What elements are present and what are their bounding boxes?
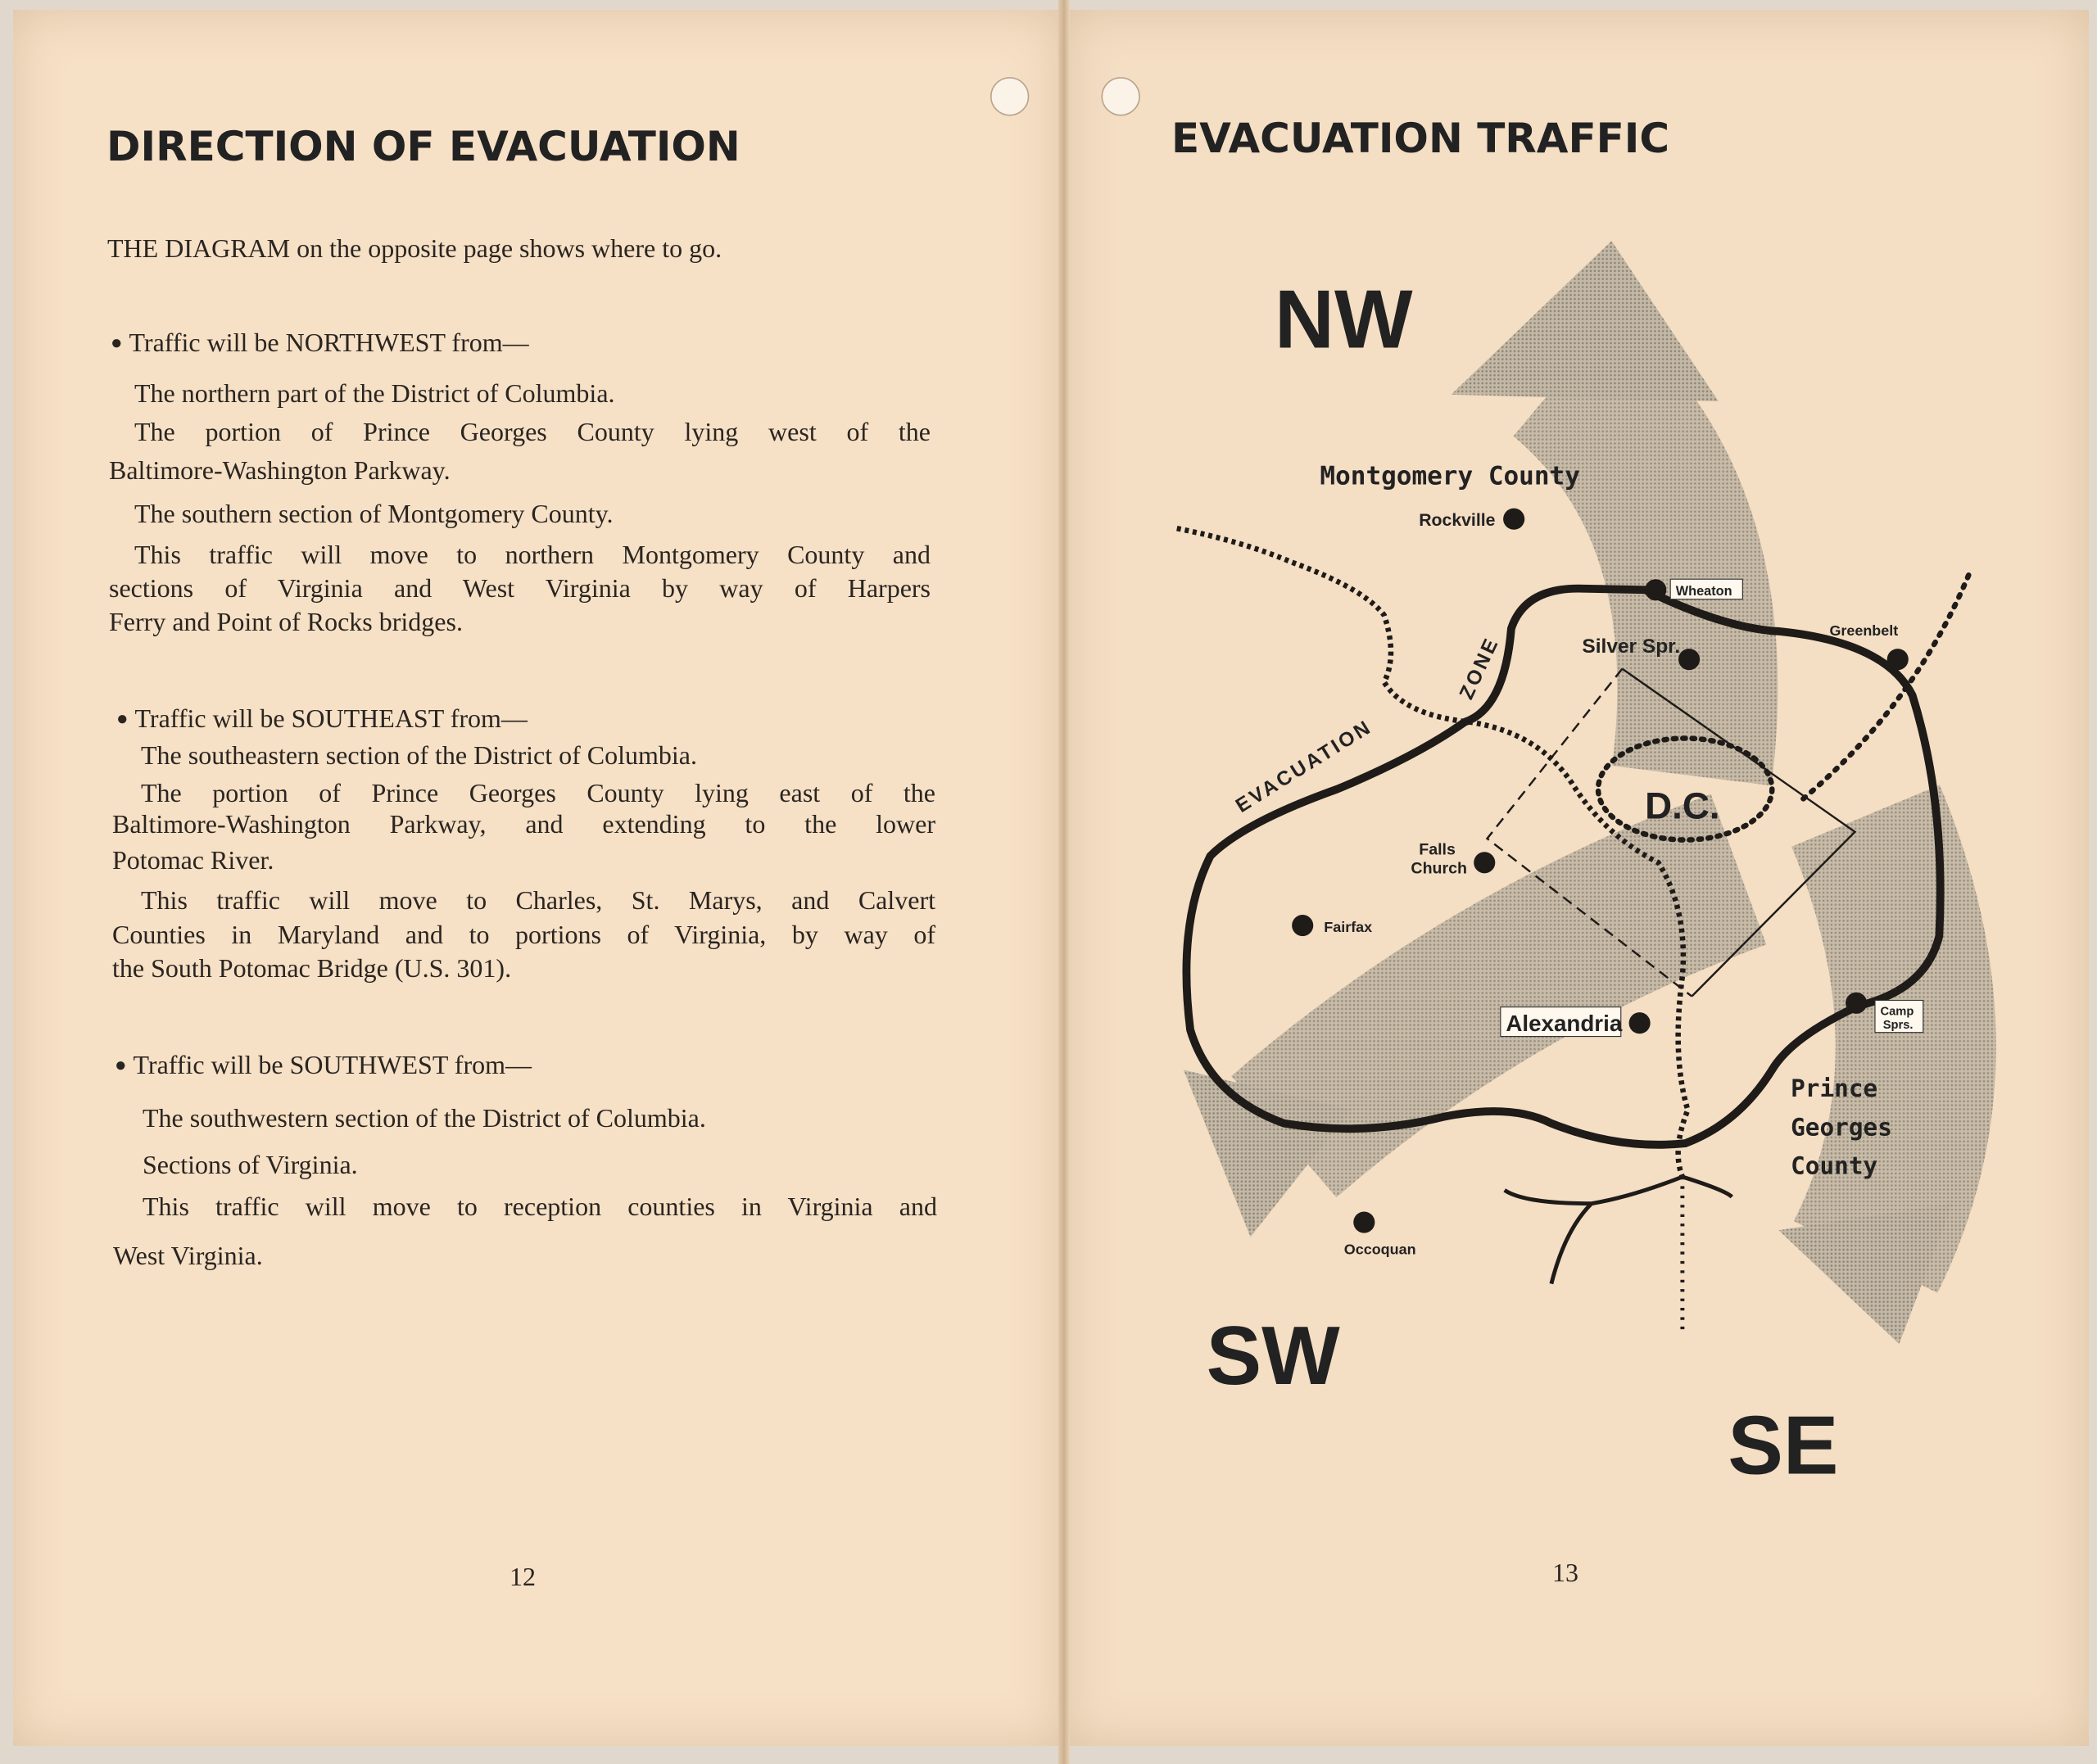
silver-spring-label: Silver Spr. xyxy=(1582,635,1681,658)
left-page-title: DIRECTION OF EVACUATION xyxy=(106,123,741,170)
greenbelt-label: Greenbelt xyxy=(1829,622,1899,639)
se-paragraph: Counties in Maryland and to portions of Virginia, by way of xyxy=(112,920,935,949)
binder-hole xyxy=(1102,78,1139,115)
page-number-right: 13 xyxy=(1552,1558,1578,1587)
intro-text: THE DIAGRAM on the opposite page shows where to go. xyxy=(107,233,722,263)
se-paragraph: the South Potomac Bridge (U.S. 301). xyxy=(112,953,512,983)
sw-paragraph: Sections of Virginia. xyxy=(143,1150,358,1179)
se-paragraph: The southeastern section of the District of Columbia. xyxy=(141,740,697,770)
nw-paragraph: sections of Virginia and West Virginia by way of Harpers xyxy=(109,573,931,603)
nw-paragraph: The northern part of the District of Columbia. xyxy=(134,378,615,408)
nw-label: NW xyxy=(1274,273,1413,366)
occoquan-marker xyxy=(1353,1211,1375,1233)
camp-springs-label: Camp xyxy=(1880,1005,1914,1019)
falls-church-label: Falls xyxy=(1419,840,1456,859)
nw-paragraph: The southern section of Montgomery County. xyxy=(134,499,614,528)
nw-arrowhead xyxy=(1451,241,1719,401)
sw-paragraph: The southwestern section of the District of Columbia. xyxy=(143,1103,706,1133)
se-arrow-band xyxy=(1866,816,1916,1257)
nw-paragraph: Ferry and Point of Rocks bridges. xyxy=(109,607,463,636)
nw-paragraph: This traffic will move to northern Montgomery County and xyxy=(134,540,931,569)
se-paragraph: The portion of Prince Georges County lying east of the xyxy=(141,778,935,807)
prince-georges-label: County xyxy=(1791,1151,1878,1180)
dc-label: D.C. xyxy=(1645,785,1720,827)
greenbelt-marker xyxy=(1887,649,1909,670)
dotted-route-northeast xyxy=(1799,575,1968,803)
northwest-heading: ● Traffic will be NORTHWEST from— xyxy=(111,328,529,358)
river-south xyxy=(1505,1177,1732,1284)
right-page-title: EVACUATION TRAFFIC xyxy=(1171,115,1670,162)
occoquan-label: Occoquan xyxy=(1343,1241,1416,1258)
fairfax-marker xyxy=(1292,915,1313,936)
se-paragraph: This traffic will move to Charles, St. Marys, and Calvert xyxy=(141,885,935,915)
silver-spring-marker xyxy=(1678,649,1700,670)
sw-arrow-band xyxy=(1284,869,1738,1137)
prince-georges-label: Georges xyxy=(1791,1113,1892,1142)
se-paragraph: Potomac River. xyxy=(112,845,274,875)
rockville-marker xyxy=(1503,509,1524,530)
fairfax-label: Fairfax xyxy=(1324,919,1373,936)
rockville-label: Rockville xyxy=(1419,510,1496,530)
sw-paragraph: West Virginia. xyxy=(113,1241,263,1270)
montgomery-county-label: Montgomery County xyxy=(1320,461,1580,491)
evacuation-zone-label: ZONE xyxy=(1455,633,1504,703)
nw-paragraph: Baltimore-Washington Parkway. xyxy=(109,455,451,485)
camp-springs-marker xyxy=(1846,993,1867,1014)
binder-hole xyxy=(991,78,1029,115)
alexandria-marker xyxy=(1629,1012,1651,1034)
southeast-heading: ● Traffic will be SOUTHEAST from— xyxy=(116,703,528,734)
southwest-heading: ● Traffic will be SOUTHWEST from— xyxy=(115,1050,532,1080)
se-label: SE xyxy=(1728,1399,1839,1492)
page-number-left: 12 xyxy=(510,1562,536,1591)
sw-label: SW xyxy=(1206,1309,1340,1403)
se-paragraph: Baltimore-Washington Parkway, and extending to the lower xyxy=(112,809,935,839)
nw-paragraph: The portion of Prince Georges County lying west of the xyxy=(134,417,931,446)
falls-church-marker xyxy=(1474,852,1495,873)
evacuation-zone-label: EVACUATION xyxy=(1231,716,1377,818)
alexandria-label: Alexandria xyxy=(1506,1011,1623,1037)
wheaton-marker xyxy=(1645,579,1666,600)
wheaton-label: Wheaton xyxy=(1675,583,1732,599)
prince-georges-label: Prince xyxy=(1791,1074,1878,1103)
camp-springs-label: Sprs. xyxy=(1882,1018,1914,1032)
falls-church-label: Church xyxy=(1411,859,1467,878)
sw-paragraph: This traffic will move to reception counties in Virginia and xyxy=(143,1192,937,1221)
